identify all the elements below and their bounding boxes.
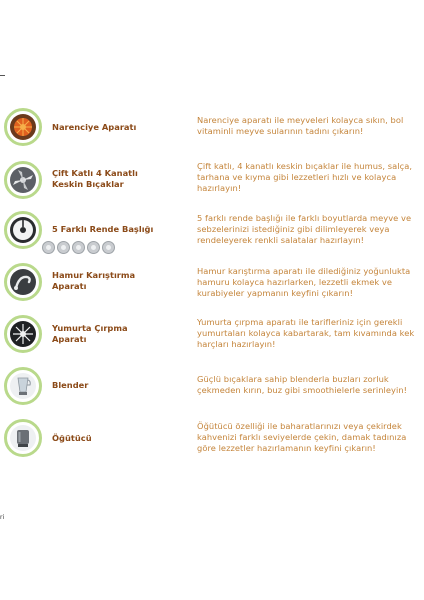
feature-description: Narenciye aparatı ile meyveleri kolayca sıkın, bol vitaminli meyve sularının tadını çıkarın! bbox=[197, 115, 404, 137]
feature-title: 5 Farklı Rende Başlığı bbox=[52, 224, 154, 234]
edge-divider bbox=[0, 75, 5, 76]
grater-blades-row bbox=[42, 241, 115, 254]
icon-badge bbox=[4, 263, 42, 301]
grinder-icon bbox=[9, 424, 37, 452]
feature-title: Blender bbox=[52, 380, 89, 390]
feature-description: Çift katlı, 4 kanatlı keskin bıçaklar ile humus, salça, tarhana ve kıyma gibi lezzetleri hızlı ve kolayca hazırlayın! bbox=[197, 161, 413, 194]
whisk-icon bbox=[9, 320, 37, 348]
grater-blade-icon bbox=[42, 241, 55, 254]
feature-title: Hamur Karıştırma Aparatı bbox=[52, 270, 136, 291]
grater-blade-icon bbox=[102, 241, 115, 254]
icon-badge bbox=[4, 367, 42, 405]
cropped-footer-text: ri bbox=[0, 514, 5, 521]
feature-description: Öğütücü özelliği ile baharatlarınızı veya çekirdek kahvenizi farklı seviyelerde çekin, damak tadınıza göre lezzetler hazırlamanın keyfini çıkarın! bbox=[197, 421, 407, 454]
icon-badge bbox=[4, 315, 42, 353]
feature-description: Güçlü bıçaklara sahip blenderla buzları zorluk çekmeden kırın, buz gibi smoothielerle serinleyin! bbox=[197, 374, 408, 396]
icon-badge bbox=[4, 161, 42, 199]
feature-description: Yumurta çırpma aparatı ile tarifleriniz için gerekli yumurtaları kolayca kabartarak, tam kıvamında kek harçları hazırlayın! bbox=[197, 317, 415, 350]
citrus-juicer-icon bbox=[9, 113, 37, 141]
grater-disc-icon bbox=[9, 216, 37, 244]
icon-badge bbox=[4, 419, 42, 457]
feature-description: 5 farklı rende başlığı ile farklı boyutlarda meyve ve sebzelerinizi istediğiniz gibi dilimleyerek veya rendeleyerek renkli salatalar hazırlayın! bbox=[197, 213, 412, 246]
icon-badge bbox=[4, 211, 42, 249]
icon-badge bbox=[4, 108, 42, 146]
chopper-blade-icon bbox=[9, 166, 37, 194]
feature-title: Öğütücü bbox=[52, 433, 92, 443]
blender-jar-icon bbox=[9, 372, 37, 400]
feature-description: Hamur karıştırma aparatı ile dilediğiniz yoğunlukta hamuru kolayca hazırlarken, lezzetli ekmek ve kurabiyeler yapmanın keyfini çıkarın! bbox=[197, 266, 411, 299]
grater-blade-icon bbox=[87, 241, 100, 254]
grater-blade-icon bbox=[57, 241, 70, 254]
feature-title: Yumurta Çırpma Aparatı bbox=[52, 323, 128, 344]
feature-title: Narenciye Aparatı bbox=[52, 122, 137, 132]
dough-hook-icon bbox=[9, 268, 37, 296]
grater-blade-icon bbox=[72, 241, 85, 254]
feature-title: Çift Katlı 4 Kanatlı Keskin Bıçaklar bbox=[52, 168, 138, 189]
